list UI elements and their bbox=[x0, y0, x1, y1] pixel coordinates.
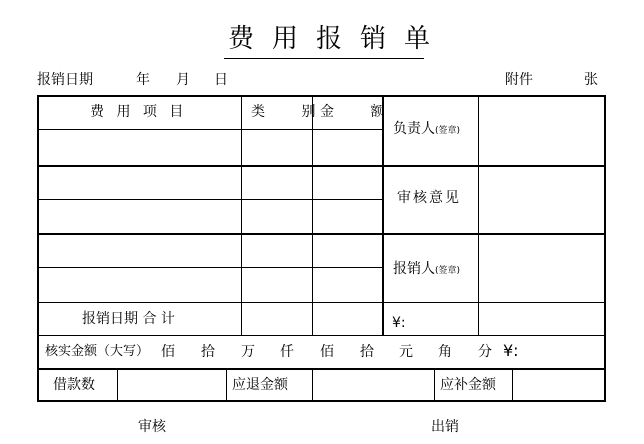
attachment-unit: 张 bbox=[584, 72, 598, 88]
review-opinion-label: 审核意见 bbox=[397, 190, 461, 206]
responsible-label: 负责人(签章) bbox=[393, 121, 461, 137]
total-label: 报销日期 合 计 bbox=[82, 311, 175, 327]
refund-label: 应退金额 bbox=[232, 377, 288, 393]
unit-hundred-2: 佰 bbox=[320, 344, 334, 360]
unit-yuan: 元 bbox=[399, 344, 413, 360]
attachment-label: 附件 bbox=[505, 72, 533, 88]
col-header-item: 费 用 项 目 bbox=[90, 104, 188, 120]
date-label: 报销日期 bbox=[37, 72, 93, 88]
year-label: 年 bbox=[136, 72, 150, 88]
col-header-category: 类 别 bbox=[251, 104, 332, 120]
unit-ten-2: 拾 bbox=[360, 344, 374, 360]
supplement-label: 应补金额 bbox=[440, 377, 496, 393]
day-label: 日 bbox=[214, 72, 228, 88]
verified-amount-label: 核实金额（大写） bbox=[45, 344, 150, 359]
form-title: 费用报销单 bbox=[228, 24, 449, 54]
col-header-amount: 金 额 bbox=[320, 104, 401, 120]
total-currency: ¥: bbox=[392, 315, 406, 331]
claimant-label: 报销人(签章) bbox=[393, 261, 461, 277]
unit-thousand: 仟 bbox=[280, 344, 294, 360]
loan-label: 借款数 bbox=[53, 377, 95, 393]
title-underline bbox=[224, 58, 424, 59]
audit-label: 审核 bbox=[138, 419, 166, 435]
cashier-label: 出销 bbox=[431, 419, 459, 435]
unit-fen: 分 bbox=[478, 344, 492, 360]
claimant-seal-note: (签章) bbox=[435, 266, 461, 276]
unit-ten-thousand: 万 bbox=[241, 344, 255, 360]
unit-ten: 拾 bbox=[201, 344, 215, 360]
unit-jiao: 角 bbox=[438, 344, 452, 360]
unit-hundred: 佰 bbox=[161, 344, 175, 360]
month-label: 月 bbox=[176, 72, 190, 88]
verified-currency: ¥: bbox=[503, 341, 519, 360]
responsible-seal-note: (签章) bbox=[435, 126, 461, 136]
